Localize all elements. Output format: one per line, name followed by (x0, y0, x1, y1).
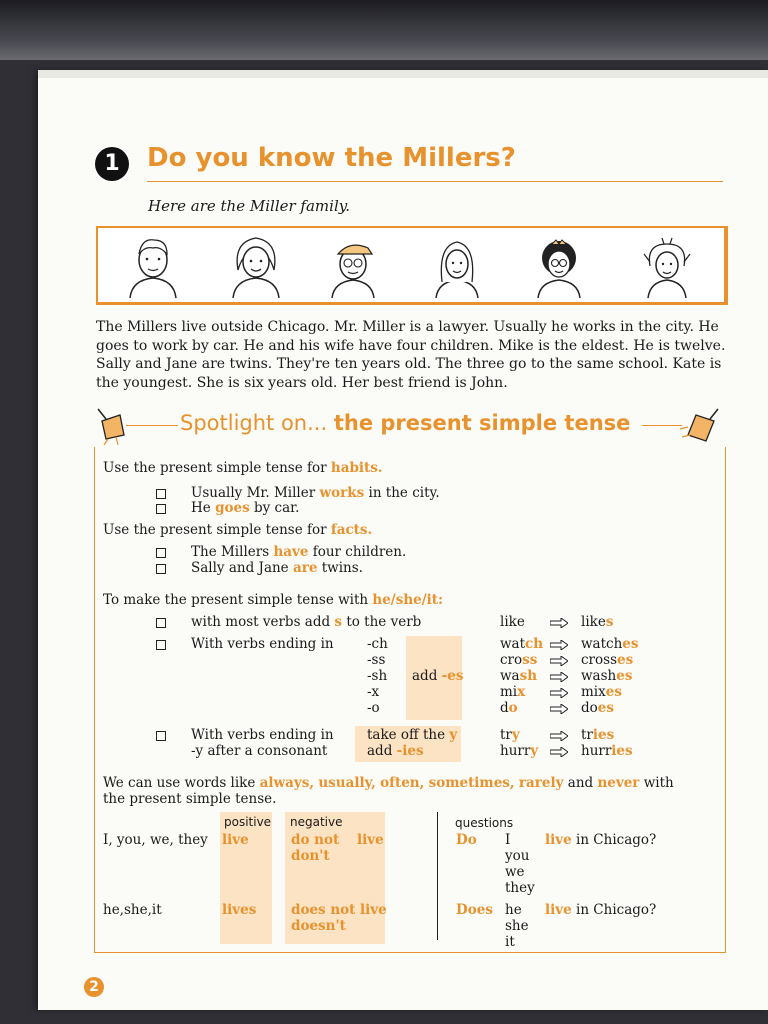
verb-result: watches (581, 636, 639, 652)
fact-example-2: Sally and Jane are twins. (191, 560, 363, 576)
mr-miller-portrait (120, 232, 186, 298)
row2-negative-full: does not (291, 902, 356, 918)
verb-result: crosses (581, 652, 634, 668)
habit-example-1: Usually Mr. Miller works in the city. (191, 485, 440, 501)
ending-item: -sh (367, 668, 388, 684)
arrow-right-icon (550, 688, 568, 698)
jane-portrait (526, 232, 592, 298)
bullet-checkbox (156, 548, 166, 558)
verb-result: tries (581, 727, 615, 743)
row2-positive: lives (222, 902, 257, 918)
row1-positive: live (222, 832, 249, 848)
mrs-miller-portrait (223, 232, 289, 298)
verb-base: cross (500, 652, 538, 668)
spotlight-lamp-icon (678, 405, 724, 447)
row2-question-subject: he (505, 902, 522, 918)
make-intro: To make the present simple tense with he/she/it: (103, 592, 444, 608)
bullet-checkbox (156, 640, 166, 650)
spotlight-rule-left (126, 425, 178, 426)
arrow-right-icon (550, 640, 568, 650)
arrow-right-icon (550, 672, 568, 682)
row2-negative-verb: live (360, 902, 387, 918)
ending-item: -x (367, 684, 380, 700)
page-top-edge (38, 70, 768, 78)
arrow-right-icon (550, 747, 568, 757)
ending-item: -ss (367, 652, 386, 668)
row1-question-subject: you (505, 848, 530, 864)
arrow-right-icon (550, 731, 568, 741)
verb-result: washes (581, 668, 633, 684)
rule-verbs-ending: With verbs ending in (191, 636, 334, 652)
verb-base: wash (500, 668, 538, 684)
row1-question-subject: we (505, 864, 525, 880)
row1-question-subject: they (505, 880, 535, 896)
arrow-right-icon (550, 656, 568, 666)
spotlight-prefix: Spotlight on... (180, 411, 328, 435)
verb-result: does (581, 700, 614, 716)
habit-example-2: He goes by car. (191, 500, 300, 516)
unit-subtitle: Here are the Miller family. (148, 197, 350, 215)
title-underline (147, 181, 723, 182)
adverbs-sentence: We can use words like always, usually, often, sometimes, rarely and never with (103, 775, 674, 791)
facts-intro: Use the present simple tense for facts. (103, 522, 373, 538)
fact-example-1: The Millers have four children. (191, 544, 407, 560)
spotlight-title (180, 411, 630, 435)
header-positive: positive (224, 815, 272, 829)
row1-negative-short: don't (291, 848, 330, 864)
rule-y-line1: With verbs ending in (191, 727, 334, 743)
ending-item: -o (367, 700, 380, 716)
row1-negative-full: do not (291, 832, 340, 848)
habits-intro: Use the present simple tense for habits. (103, 460, 383, 476)
mike-portrait (320, 232, 386, 298)
bullet-checkbox (156, 504, 166, 514)
sally-portrait (424, 232, 490, 298)
adverbs-sentence-end: the present simple tense. (103, 791, 277, 807)
rule-y-line2: -y after a consonant (191, 743, 328, 759)
row1-subject: I, you, we, they (103, 832, 208, 848)
spotlight-topic: the present simple tense (333, 411, 631, 435)
arrow-right-icon (550, 618, 568, 628)
verb-base: hurry (500, 743, 539, 759)
row2-subject: he,she,it (103, 902, 162, 918)
family-portraits (96, 226, 728, 305)
row1-question-rest: live in Chicago? (545, 832, 657, 848)
row1-negative-verb: live (357, 832, 384, 848)
header-questions: questions (455, 816, 514, 830)
bullet-checkbox (156, 731, 166, 741)
verb-base: try (500, 727, 520, 743)
bullet-checkbox (156, 489, 166, 499)
arrow-right-icon (550, 704, 568, 714)
row2-question-aux: Does (456, 902, 493, 918)
example-likes: likes (581, 614, 614, 630)
unit-title: Do you know the Millers? (147, 143, 516, 173)
row2-question-subject: it (505, 934, 515, 950)
take-off-y-note: take off the y (367, 727, 458, 743)
verb-result: mixes (581, 684, 622, 700)
verb-result: hurries (581, 743, 633, 759)
rule-add-s: with most verbs add s to the verb (191, 614, 422, 630)
verb-base: do (500, 700, 518, 716)
spotlight-rule-right (642, 425, 682, 426)
row2-question-subject: she (505, 918, 529, 934)
row2-negative-short: doesn't (291, 918, 346, 934)
bullet-checkbox (156, 564, 166, 574)
spotlight-lamp-icon (94, 405, 130, 445)
verb-base: mix (500, 684, 526, 700)
add-es-note: add -es (412, 668, 464, 684)
add-ies-note: add -ies (367, 743, 424, 759)
bullet-checkbox (156, 618, 166, 628)
row2-question-rest: live in Chicago? (545, 902, 657, 918)
kate-portrait (634, 232, 700, 298)
ending-item: -ch (367, 636, 388, 652)
example-like: like (500, 614, 525, 630)
table-divider (437, 812, 438, 940)
row1-question-aux: Do (456, 832, 477, 848)
unit-number-badge: 1 (95, 147, 129, 181)
verb-base: watch (500, 636, 544, 652)
intro-paragraph: The Millers live outside Chicago. Mr. Miller is a lawyer. Usually he works in the city. He goes to work by car. He and his wife have four children. Mike is the eldest. He is twelve. Sally and Jane are twins. They're ten years old. The three go to the same school. Kate is the youngest. She is six years old. Her best friend is John. (96, 319, 726, 391)
page-number-badge: 2 (84, 977, 104, 997)
row1-question-subject: I (505, 832, 511, 848)
header-negative: negative (290, 815, 343, 829)
scanner-background (0, 0, 768, 60)
